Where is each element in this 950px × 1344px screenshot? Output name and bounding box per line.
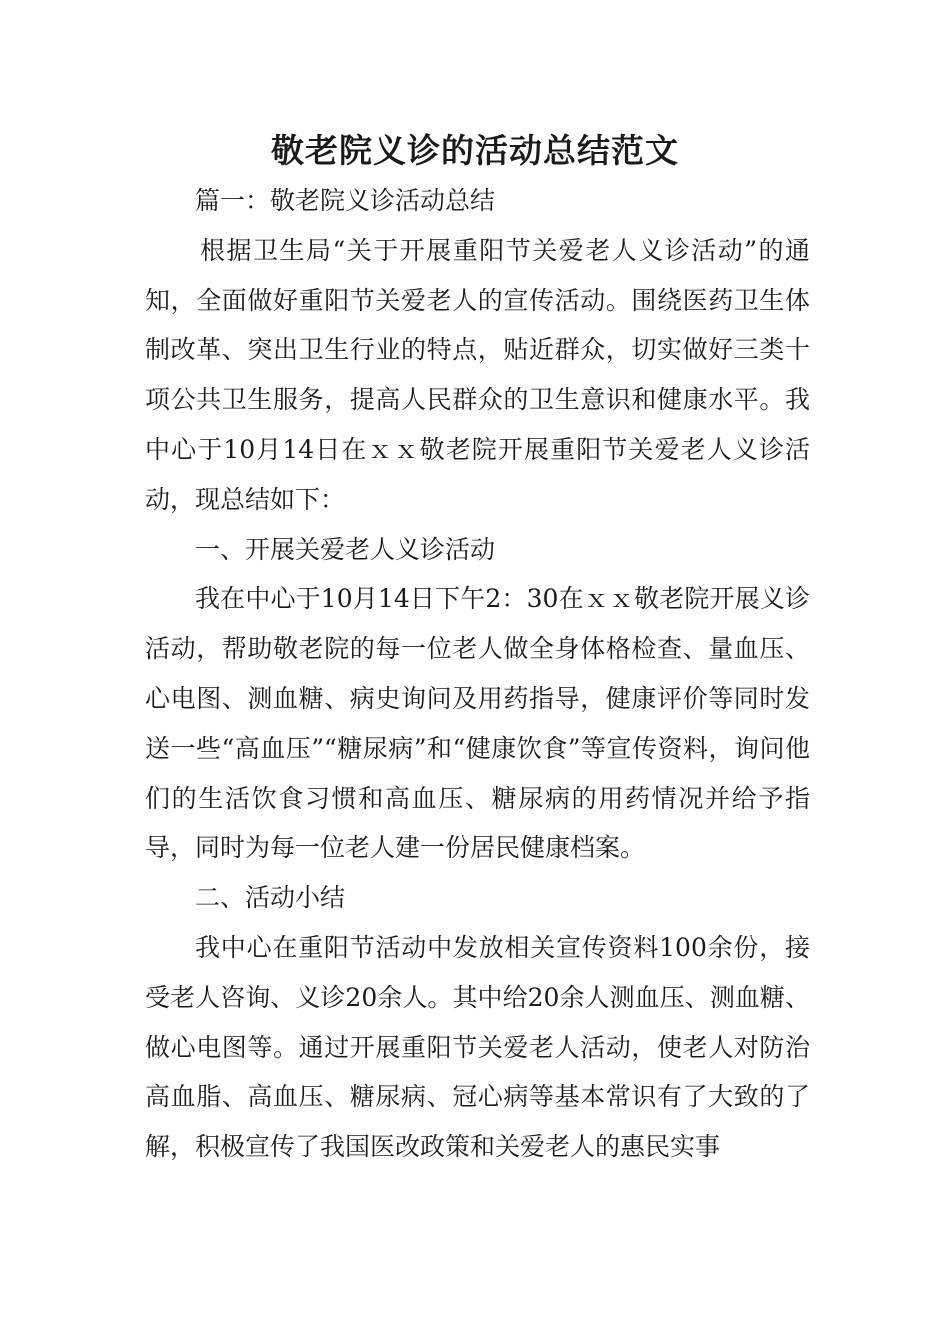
section-heading-two: 二、活动小结 (195, 883, 346, 913)
document-body (145, 176, 810, 1172)
paragraph-summary: 我中心在重阳节活动中发放相关宣传资料100余份，接受老人咨询、义诊20余人。其中给20余人测血压、测血糖、做心电图等。通过开展重阳节关爱老人活动，使老人对防治高血脂、高血压、糖尿病、冠心病等基本常识有了大致的了解，积极宣传了我国医改政策和关爱老人的惠民实事 (145, 932, 810, 1162)
document-title: 敬老院义诊的活动总结范文 (271, 131, 679, 170)
section-heading-one: 一、开展关爱老人义诊活动 (195, 534, 496, 564)
paragraph-activity: 我在中心于10月14日下午2：30在ｘｘ敬老院开展义诊活动，帮助敬老院的每一位老人做全身体格检查、量血压、心电图、测血糖、病史询问及用药指导，健康评价等同时发送一些“高血压”“糖尿病”和“健康饮食”等宣传资料，询问他们的生活饮食习惯和高血压、糖尿病的用药情况并给予指导，同时为每一位老人建一份居民健康档案。 (145, 584, 810, 863)
section-heading-part-one: 篇一：敬老院义诊活动总结 (195, 186, 496, 215)
paragraph-intro: 根据卫生局“关于开展重阳节关爱老人义诊活动”的通知，全面做好重阳节关爱老人的宣传活动。围绕医药卫生体制改革、突出卫生行业的特点，贴近群众，切实做好三类十项公共卫生服务，提高人民群众的卫生意识和健康水平。我中心于10月14日在ｘｘ敬老院开展重阳节关爱老人义诊活动，现总结如下： (145, 235, 810, 514)
